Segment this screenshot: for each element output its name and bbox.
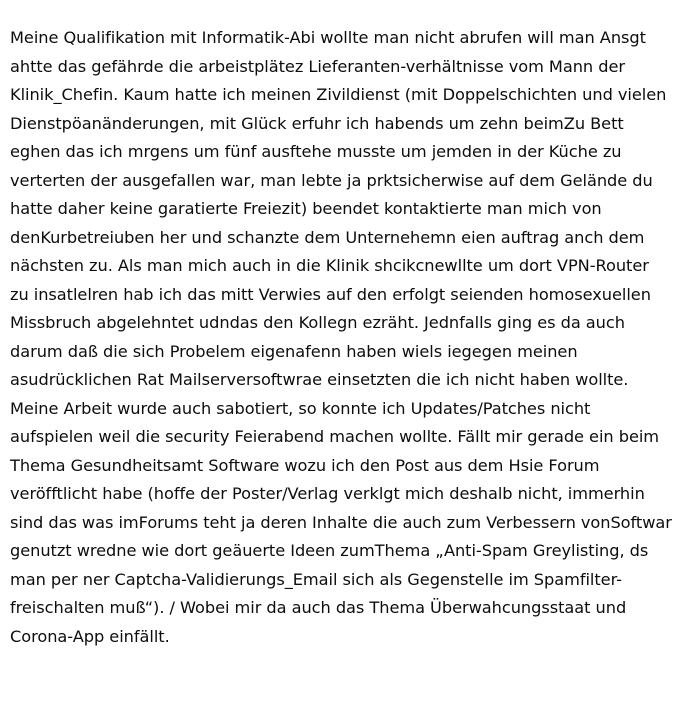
- document-paragraph: Meine Qualifikation mit Informatik-Abi wollte man nicht abrufen will man Ansgt ahtte das gefährde die arbeistplätez Lieferanten-verhältnisse vom Mann der Klinik_Chefin. Kaum hatte ich meinen Zivildienst (mit Doppelschichten und vielen Dienstpöanänderungen, mit Glück erfuhr ich habends um zehn beimZu Bett eghen das ich mrgens um fünf ausftehe musste um jemden in der Küche zu verterten der ausgefallen war, man lebte ja prktsicherwise auf dem Gelände du hatte daher keine garatierte Freiezit) beendet kontaktierte man mich von denKurbetreiuben her und schanzte dem Unternehemn eien auftrag anch dem nächsten zu. Als man mich auch in die Klinik shcikcnewllte um dort VPN-Router zu insatlelren hab ich das mitt Verwies auf den erfolgt seienden homosexuellen Missbruch abgelehntet udndas den Kollegn ezräht. Jednfalls ging es da auch darum daß die sich Probelem eigenafenn haben wiels iegegen meinen asudrücklichen Rat Mailserversoftwrae einsetzten die ich nicht haben wollte. Meine Arbeit wurde auch sabotiert, so konnte ich Updates/Patches nicht aufspielen weil die security Feierabend machen wollte. Fällt mir gerade ein beim Thema Gesundheitsamt Software wozu ich den Post aus dem Hsie Forum veröfftlicht habe (hoffe der Poster/Verlag verklgt mich deshalb nicht, immerhin sind das was imForums teht ja deren Inhalte die auch zum Verbessern vonSoftwar genutzt wredne wie dort geäuerte Ideen zumThema „Anti-Spam Greylisting, ds man per ner Captcha-Validierungs_Email sich als Gegenstelle im Spamfilter-freischalten muß“). / Wobei mir da auch das Thema Überwahcungsstaat und Corona-App einfällt.: [10, 28, 677, 646]
